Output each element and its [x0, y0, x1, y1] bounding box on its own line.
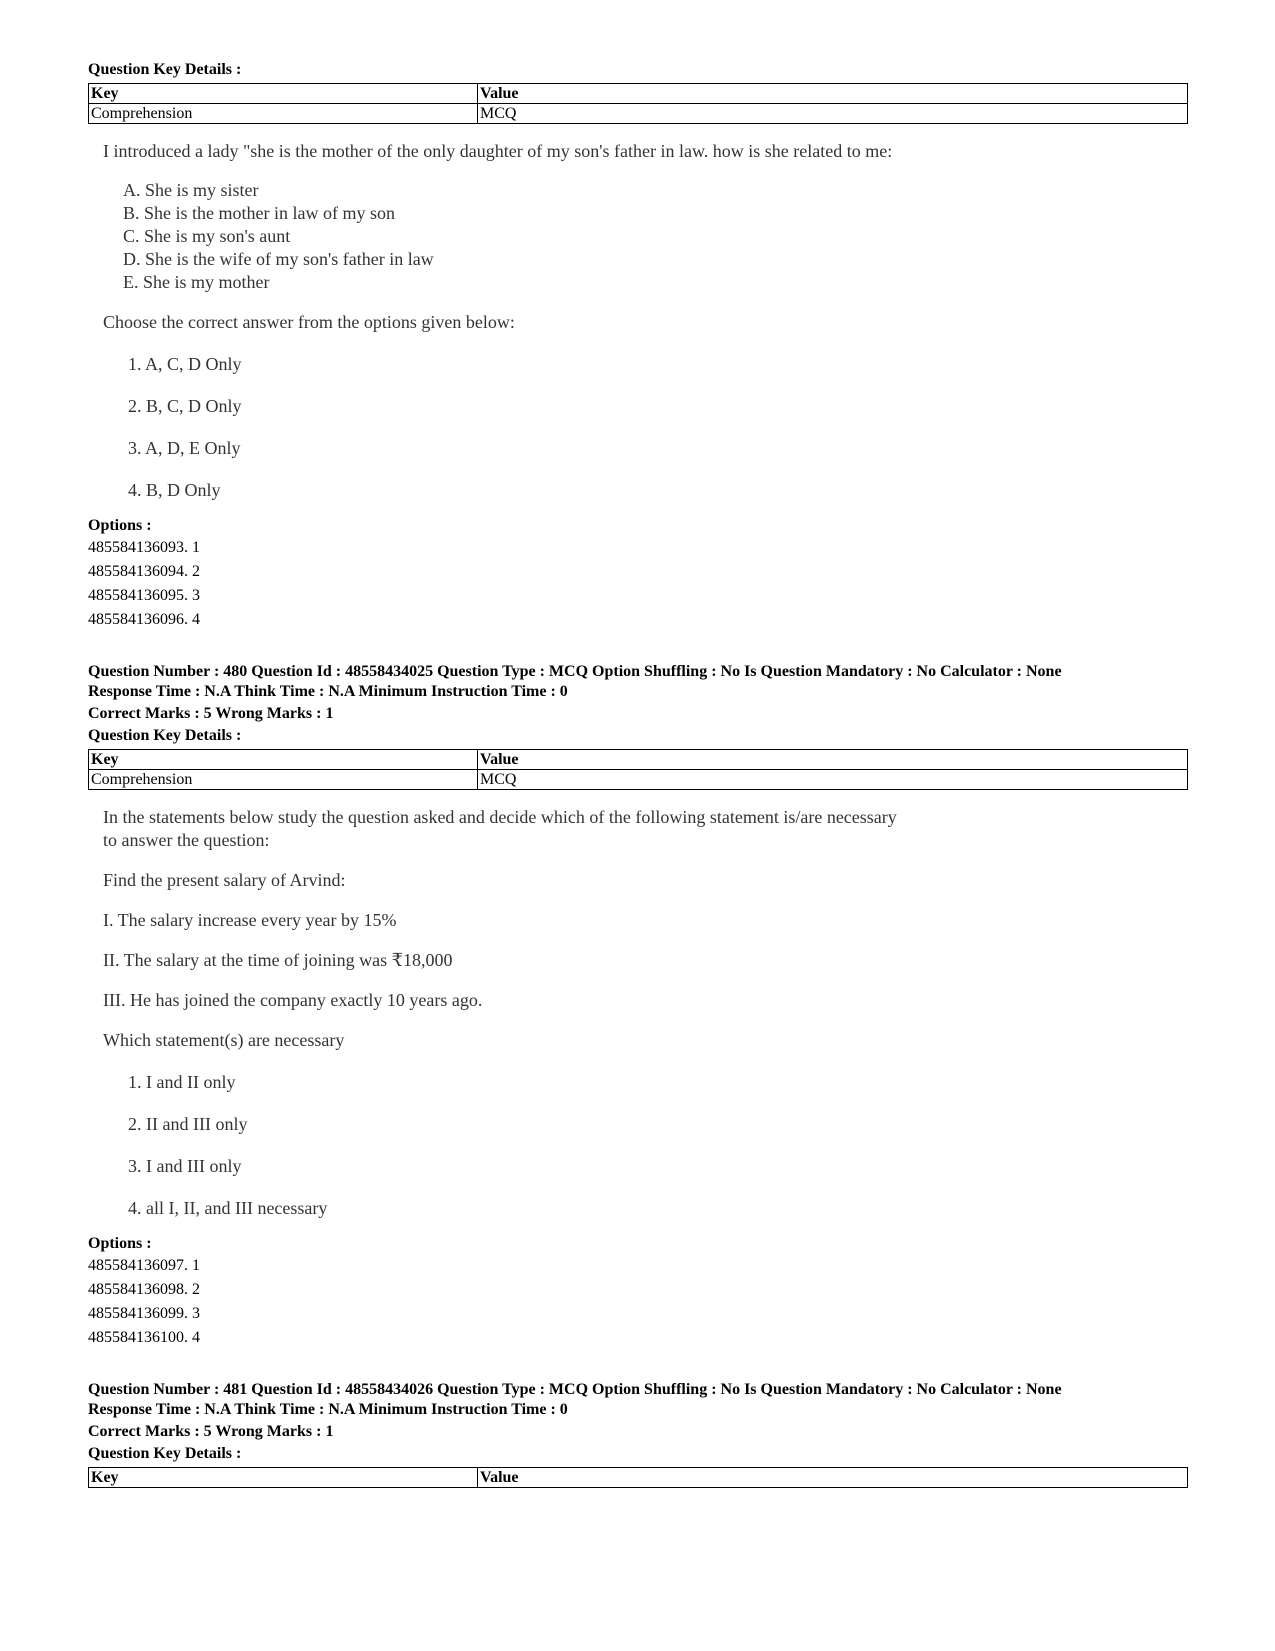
table-cell-value: MCQ [478, 104, 1188, 124]
table-header-value: Value [478, 1468, 1188, 1488]
statement-item: C. She is my son's aunt [123, 226, 291, 246]
intro-line2: to answer the question: [103, 830, 270, 850]
marks-line: Correct Marks : 5 Wrong Marks : 1 [88, 1423, 334, 1440]
question-block-481 [88, 1380, 1188, 1488]
options-list [88, 1254, 1188, 1350]
answer-list [103, 353, 1188, 502]
option-item: 485584136096. 4 [88, 611, 200, 628]
key-details-label: Question Key Details : [88, 61, 242, 78]
option-item: 485584136095. 3 [88, 587, 200, 604]
option-item: 485584136100. 4 [88, 1329, 200, 1346]
option-item: 485584136094. 2 [88, 563, 200, 580]
key-details-table [88, 749, 1188, 790]
option-item: 485584136098. 2 [88, 1281, 200, 1298]
option-item: 485584136097. 1 [88, 1257, 200, 1274]
key-details-table [88, 1467, 1188, 1488]
options-list [88, 536, 1188, 632]
answer-list [103, 1071, 1188, 1220]
marks-line: Correct Marks : 5 Wrong Marks : 1 [88, 705, 334, 722]
statement-list [123, 179, 1188, 294]
question-block-480 [88, 662, 1188, 1350]
question-content [103, 806, 1188, 1220]
table-header-key: Key [89, 750, 478, 770]
answer-item: 1. A, C, D Only [128, 354, 242, 374]
answer-item: 4. B, D Only [128, 480, 221, 500]
key-details-table [88, 83, 1188, 124]
table-cell-key: Comprehension [89, 104, 478, 124]
options-label: Options : [88, 517, 152, 534]
choose-text: Choose the correct answer from the options given below: [103, 312, 515, 332]
answer-item: 2. B, C, D Only [128, 396, 242, 416]
answer-item: 3. I and III only [128, 1156, 242, 1176]
option-item: 485584136099. 3 [88, 1305, 200, 1322]
question-block-479 [88, 60, 1188, 632]
statement-1: I. The salary increase every year by 15% [103, 910, 397, 930]
option-item: 485584136093. 1 [88, 539, 200, 556]
answer-item: 3. A, D, E Only [128, 438, 241, 458]
answer-item: 4. all I, II, and III necessary [128, 1198, 328, 1218]
key-details-label: Question Key Details : [88, 1445, 242, 1462]
statement-3: III. He has joined the company exactly 10 years ago. [103, 990, 483, 1010]
find-text: Find the present salary of Arvind: [103, 870, 346, 890]
statement-item: E. She is my mother [123, 272, 270, 292]
table-header-value: Value [478, 84, 1188, 104]
intro-line1: In the statements below study the question asked and decide which of the following statement is/are necessary [103, 807, 897, 827]
statement-2: II. The salary at the time of joining was ₹18,000 [103, 950, 453, 970]
question-page [88, 60, 1188, 1488]
question-meta-line2: Response Time : N.A Think Time : N.A Minimum Instruction Time : 0 [88, 683, 568, 700]
options-label: Options : [88, 1235, 152, 1252]
table-cell-key: Comprehension [89, 770, 478, 790]
answer-item: 2. II and III only [128, 1114, 248, 1134]
answer-item: 1. I and II only [128, 1072, 236, 1092]
which-text: Which statement(s) are necessary [103, 1030, 345, 1050]
statement-item: A. She is my sister [123, 180, 259, 200]
table-header-value: Value [478, 750, 1188, 770]
table-header-key: Key [89, 84, 478, 104]
question-content [103, 140, 1188, 502]
table-cell-value: MCQ [478, 770, 1188, 790]
question-text: I introduced a lady "she is the mother of the only daughter of my son's father in law. how is she related to me: [103, 141, 893, 161]
question-meta-line1: Question Number : 480 Question Id : 48558434025 Question Type : MCQ Option Shuffling : No Is Question Mandatory : No Calculator : None [88, 663, 1062, 680]
table-header-key: Key [89, 1468, 478, 1488]
question-meta-line1: Question Number : 481 Question Id : 48558434026 Question Type : MCQ Option Shuffling : No Is Question Mandatory : No Calculator : None [88, 1381, 1062, 1398]
statement-item: D. She is the wife of my son's father in law [123, 249, 434, 269]
statement-item: B. She is the mother in law of my son [123, 203, 395, 223]
key-details-label: Question Key Details : [88, 727, 242, 744]
question-meta-line2: Response Time : N.A Think Time : N.A Minimum Instruction Time : 0 [88, 1401, 568, 1418]
